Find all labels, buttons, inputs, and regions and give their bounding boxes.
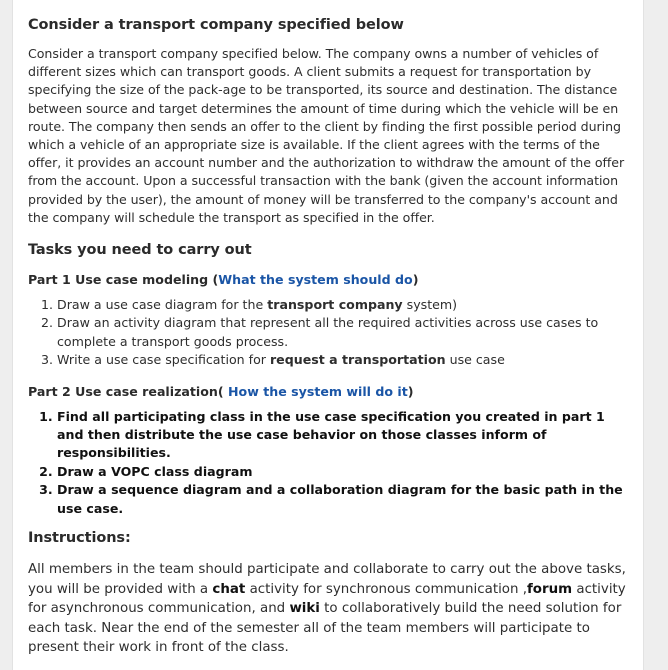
list-item: 1. Draw a use case diagram for the transport company system) (57, 296, 628, 314)
chat-term: chat (212, 581, 246, 597)
instructions-paragraph: All members in the team should participate and collaborate to carry out the above tasks, you will be provided with a chat activity for synchronous communication ,forum activity for asynchronous communication, and wiki to collaboratively build the need solution for each task. Near the end of the semester all of the team members will participate to present their work in front of the class. (28, 562, 626, 656)
list-item: 2. Draw a VOPC class diagram (57, 463, 628, 481)
part1-link[interactable]: What the system should do (218, 272, 413, 288)
part2-label: Part 2 Use case realization( (28, 383, 228, 399)
part2-link[interactable]: How the system will do it (228, 383, 408, 399)
part2-close: ) (407, 383, 414, 399)
part1-close: ) (412, 272, 419, 288)
document-content (28, 17, 628, 658)
tasks-heading: Tasks you need to carry out (28, 242, 252, 259)
list-item: 3. Write a use case specification for request a transportation use case (57, 351, 628, 369)
instructions-heading: Instructions: (28, 530, 131, 547)
part1-label: Part 1 Use case modeling ( (28, 272, 219, 288)
wiki-term: wiki (289, 601, 320, 617)
part2-list (28, 408, 628, 518)
document-card (12, 0, 644, 670)
intro-paragraph: Consider a transport company specified below. The company owns a number of vehicles of different sizes which can transport goods. A client submits a request for transportation by specifying the size of the pack-age to be transported, its source and destination. The distance between source and target determines the amount of time during which the vehicle will be en route. The company then sends an offer to the client by finding the first possible period during which a vehicle of an appropriate size is available. If the client agrees with the terms of the offer, it provides an account number and the authorization to withdraw the amount of the offer from the account. Upon a successful transaction with the bank (given the account information provided by the user), the amount of money will be transferred to the company's account and the company will schedule the transport as specified in the offer. (28, 46, 625, 225)
part1-heading (28, 272, 628, 287)
list-item: 2. Draw an activity diagram that represent all the required activities across use cases to complete a transport goods process. (57, 314, 628, 351)
part1-list (28, 296, 628, 370)
list-item: 3. Draw a sequence diagram and a collaboration diagram for the basic path in the use case. (57, 481, 628, 518)
list-item: 1. Find all participating class in the use case specification you created in part 1 and then distribute the use case behavior on those classes inform of responsibilities. (57, 408, 628, 463)
forum-term: forum (526, 581, 573, 597)
page-title: Consider a transport company specified below (28, 17, 404, 33)
part2-heading (28, 384, 628, 399)
